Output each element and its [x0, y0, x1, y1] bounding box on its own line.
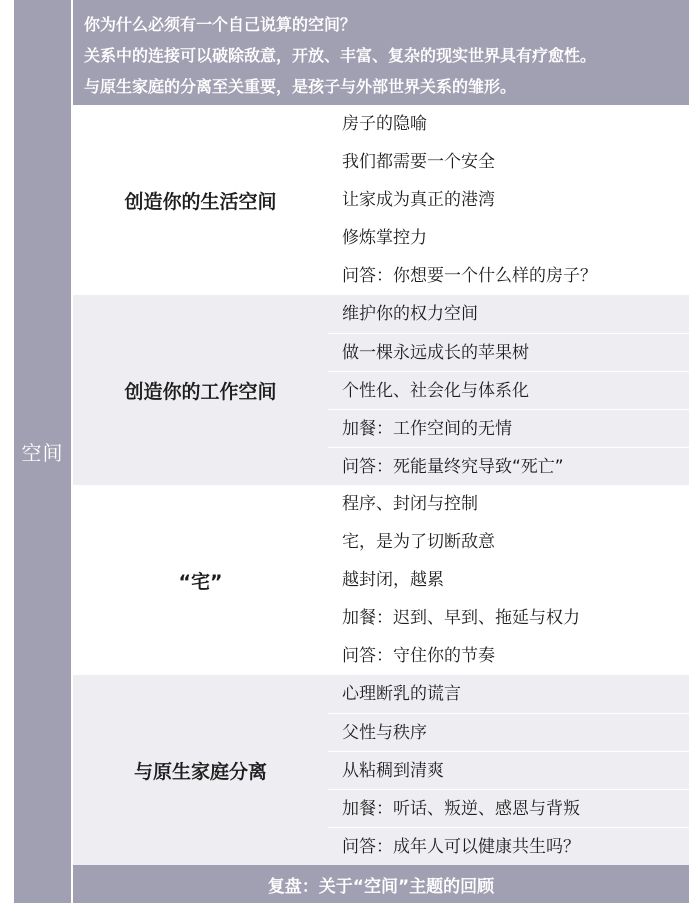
section-items: [328, 295, 689, 485]
section-title: 创造你的生活空间: [124, 190, 277, 213]
section-title: 创造你的工作空间: [124, 380, 277, 403]
list-item: 个性化、社会化与体系化: [328, 371, 689, 409]
list-item: 房子的隐喻: [342, 114, 427, 134]
topic-label: 空间: [21, 441, 64, 465]
list-item: 父性与秩序: [328, 713, 689, 751]
intro-line: 关系中的连接可以破除敌意，开放、丰富、复杂的现实世界具有疗愈性。: [84, 46, 597, 65]
intro-line: 你为什么必须有一个自己说算的空间？: [84, 15, 357, 34]
intro-line: 与原生家庭的分离至关重要，是孩子与外部世界关系的雏形。: [84, 77, 517, 96]
list-item: 加餐：迟到、早到、拖延与权力: [342, 608, 580, 628]
list-item: 问答：你想要一个什么样的房子？: [342, 266, 597, 286]
list-item: 从粘稠到清爽: [328, 751, 689, 789]
list-item: 程序、封闭与控制: [342, 494, 478, 514]
list-item: 问答：成年人可以健康共生吗？: [328, 827, 689, 865]
list-item: 问答：守住你的节奏: [342, 646, 495, 666]
list-item: 加餐：听话、叛逆、感恩与背叛: [328, 789, 689, 827]
topic-column: [14, 0, 71, 903]
section-items: [328, 485, 689, 675]
section-living-space: [73, 105, 689, 295]
section-work-space: [73, 295, 689, 485]
list-item: 让家成为真正的港湾: [342, 190, 495, 210]
list-item: 我们都需要一个安全: [342, 152, 495, 172]
section-items: [328, 105, 689, 295]
section-title: 与原生家庭分离: [133, 760, 267, 783]
section-items: [328, 675, 689, 865]
list-item: 心理断乳的谎言: [342, 684, 461, 704]
section-zhai: [73, 485, 689, 675]
list-item: 加餐：工作空间的无情: [328, 409, 689, 447]
list-item: 做一棵永远成长的苹果树: [328, 333, 689, 371]
review-footer: 复盘：关于“空间”主题的回顾: [73, 865, 689, 903]
list-item: 越封闭，越累: [342, 570, 444, 590]
intro-block: [73, 0, 689, 105]
section-family-separation: [73, 675, 689, 865]
list-item: 修炼掌控力: [342, 228, 427, 248]
outline-table: [14, 0, 689, 903]
list-item: 问答：死能量终究导致“死亡”: [328, 447, 689, 485]
list-item: 宅，是为了切断敌意: [342, 532, 495, 552]
list-item: 维护你的权力空间: [342, 304, 478, 324]
section-title: “宅”: [178, 570, 223, 593]
